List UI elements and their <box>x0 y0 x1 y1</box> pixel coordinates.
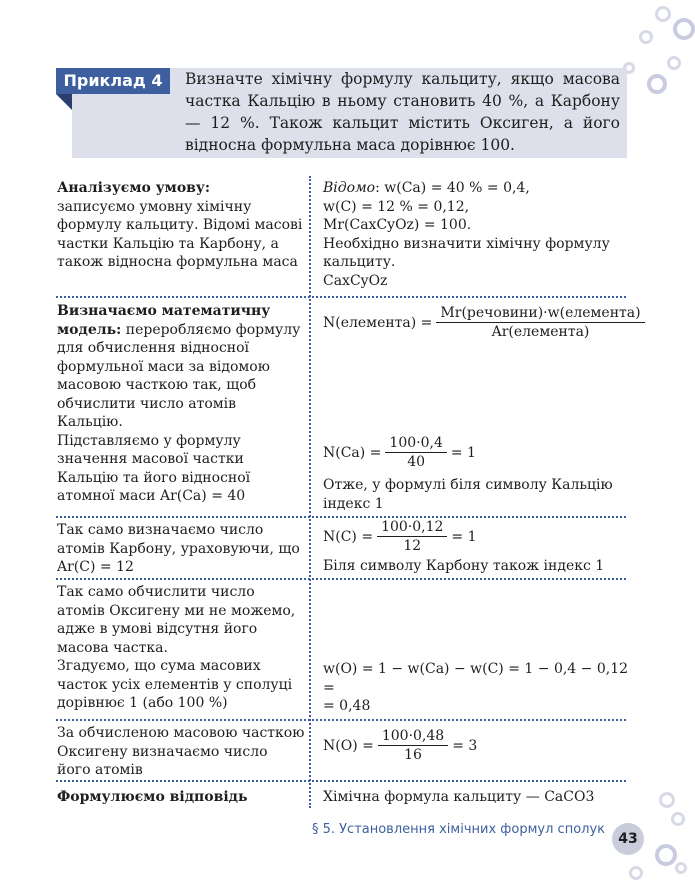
row1-right <box>323 179 628 290</box>
row-divider <box>56 296 626 298</box>
row2-conclusion: Отже, у формулі біля символу Кальцію індекс 1 <box>323 477 613 512</box>
calc-ca-num: 100·0,4 <box>385 435 446 453</box>
calc-c <box>323 519 477 554</box>
formula-placeholder: CaxCyOz <box>323 272 388 289</box>
row1-left <box>57 179 305 272</box>
calc-ca <box>323 435 476 470</box>
row2-heading: Визначаємо математичну модель: <box>57 303 271 338</box>
calc-o-line2: = 0,48 <box>323 698 371 714</box>
calc-o-line1: w(O) = 1 − w(Ca) − w(C) = 1 − 0,4 − 0,12 = <box>323 661 629 696</box>
calc-o-fraction <box>378 728 448 763</box>
formula-lhs: N(елемента) = <box>323 314 433 331</box>
calc-c-fraction <box>377 519 447 554</box>
known-mr: Mr(CaxCyOz) = 100. <box>323 217 472 233</box>
calc-o-num: 100·0,48 <box>378 728 448 746</box>
example-text: Визначте хімічну формулу кальциту, якщо масова частка Кальцію в ньому становить 40 %, а Карбону — 12 %. Також кальцит містить Оксиген, а його відносна формульна маса дорівнює 100. <box>185 70 620 154</box>
row2-text: переробляємо формулу для обчислення відносної формульної маси за відомою масовою часткою так, щоб обчислити число атомів Кальцію. <box>57 321 301 430</box>
row2-left <box>57 302 305 506</box>
table-divider-vertical <box>309 176 311 808</box>
calc-ca-result: = 1 <box>450 444 476 461</box>
calc-c-lhs: N(C) = <box>323 528 374 545</box>
row4-text: Так само обчислити число атомів Оксигену ми не можемо, адже в умові відсутня його масова частка. <box>57 584 296 656</box>
row-divider <box>56 780 626 782</box>
row-divider <box>56 719 626 721</box>
row2-text2: Підставляємо у формулу значення масової частки Кальцію та його відносної атомної маси Ar(Ca) = 40 <box>57 432 251 504</box>
find-text: Необхідно визначити хімічну формулу кальциту. <box>323 235 610 270</box>
row1-text: записуємо умовну хімічну формулу кальциту. Відомі масові частки Кальцію та Карбону, а також відносна формульна маса <box>57 198 303 270</box>
row-divider <box>56 578 626 580</box>
formula-denominator: Ar(елемента) <box>491 324 590 340</box>
section-title: § 5. Установлення хімічних формул сполук <box>311 822 605 837</box>
calc-ca-lhs: N(Ca) = <box>323 444 382 461</box>
known-ca: : w(Ca) = 40 % = 0,4, <box>375 180 530 196</box>
formula-fraction <box>436 305 644 340</box>
calc-o-result: = 3 <box>452 737 478 754</box>
calc-ca-fraction <box>385 435 446 470</box>
calc-ca-den: 40 <box>407 454 426 470</box>
example-label: Приклад 4 <box>56 68 170 94</box>
row5-left: За обчисленою масовою часткою Оксигену визначаємо число його атомів <box>57 725 305 778</box>
row-divider <box>56 516 626 518</box>
answer-text: Хімічна формула кальциту — CaCO3 <box>323 789 595 805</box>
known-c: w(C) = 12 % = 0,12, <box>323 198 470 215</box>
calc-o-lhs: N(O) = <box>323 737 374 754</box>
calc-c-num: 100·0,12 <box>377 519 447 537</box>
page-number: 43 <box>612 823 644 855</box>
calc-c-den: 12 <box>403 538 422 554</box>
row3-conclusion: Біля символу Карбону також індекс 1 <box>323 558 605 574</box>
row3-left: Так само визначаємо число атомів Карбону, ураховуючи, що Ar(C) = 12 <box>57 522 300 575</box>
formula-numerator: Mr(речовини)·w(елемента) <box>436 305 644 323</box>
row4-left <box>57 583 305 713</box>
calc-c-result: = 1 <box>451 528 477 545</box>
row4-text2: Згадуємо, що сума масових часток усіх елементів у сполуці дорівнює 1 (або 100 %) <box>57 658 293 711</box>
known-label: Відомо <box>323 180 376 196</box>
calc-o <box>323 728 477 763</box>
answer-heading: Формулюємо відповідь <box>57 789 248 805</box>
calc-o-mass <box>323 660 628 716</box>
row6-left <box>57 788 305 807</box>
calc-o-den: 16 <box>404 747 422 763</box>
general-formula <box>323 305 649 340</box>
decorative-dots <box>615 0 695 885</box>
row1-heading: Аналізуємо умову: <box>57 180 211 196</box>
